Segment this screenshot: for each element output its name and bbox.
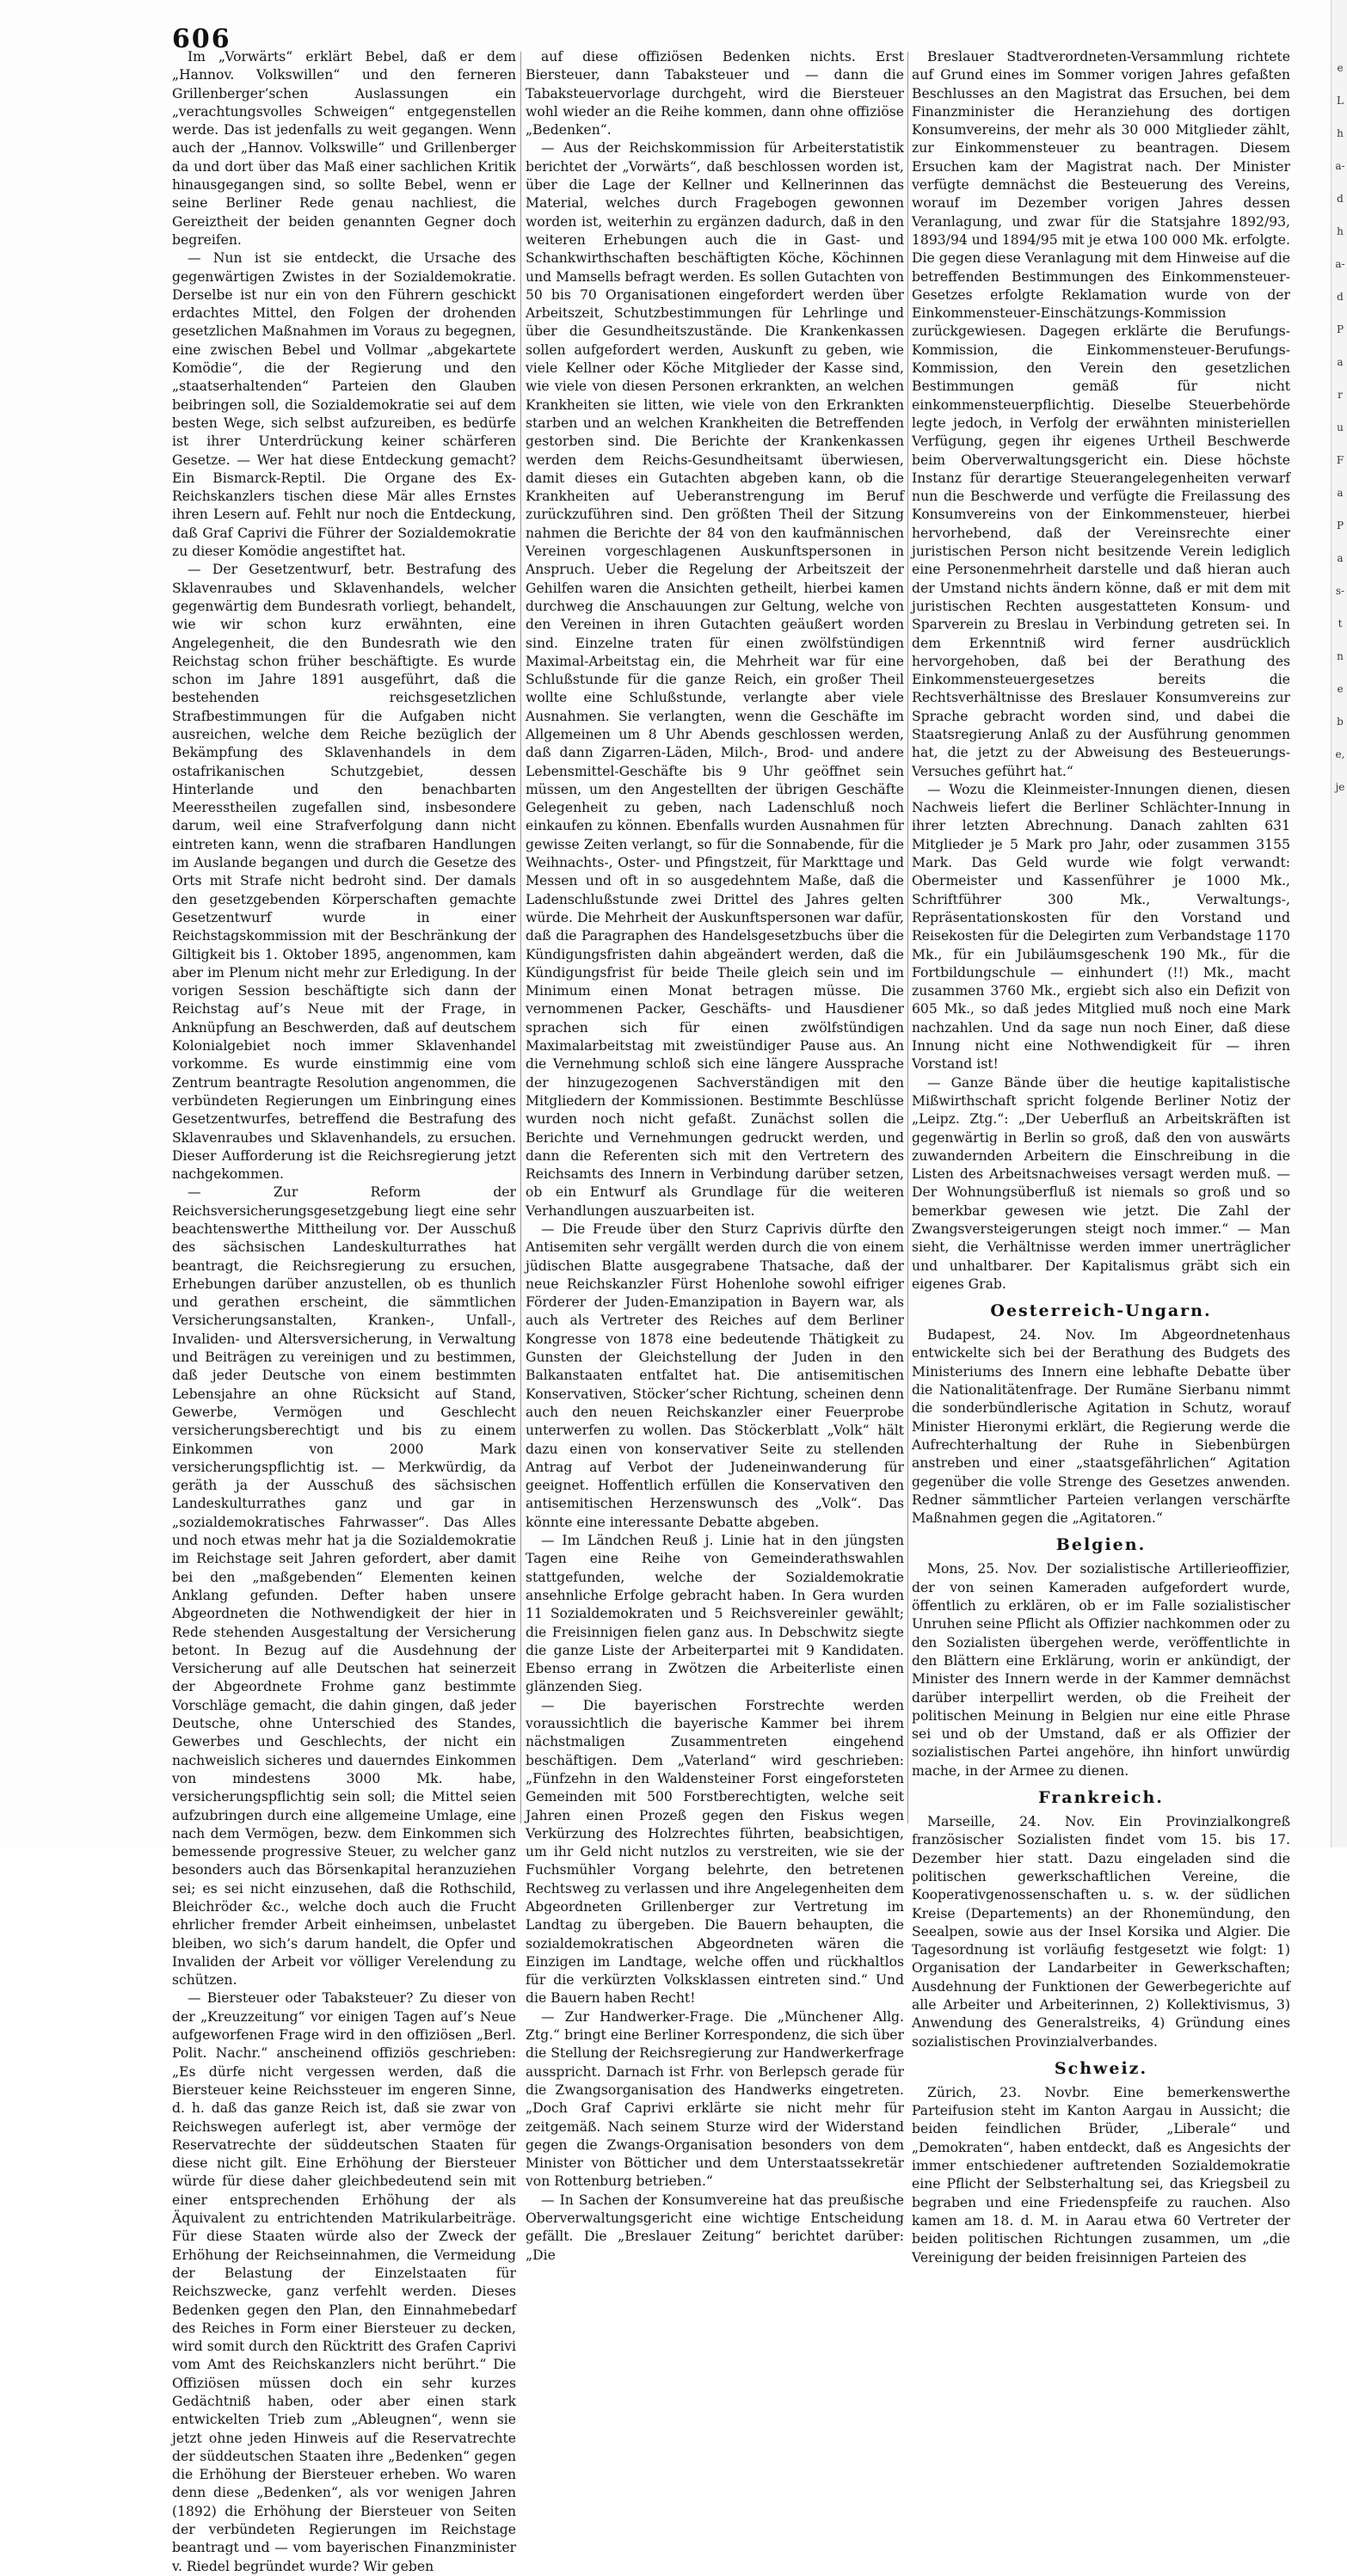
section-heading-france: Frankreich. [1038, 1788, 1164, 1808]
article-paragraph: — Ganze Bände über die heutige kapitalistische Mißwirthschaft spricht folgende Berliner Notiz der „Leipz. Ztg.“: „Der Ueberfluß an Arbeitskräften ist gegenwärtig in Berlin so groß, daß den von auswärts zuwandernden Arbeitern die Einschreibung in die Listen des Arbeitsnachweises versagt werden muß. — Der Wohnungsüberfluß ist niemals so groß und so bemerkbar gewesen wie jetzt. Die Zahl der Zwangsversteigerungen steigt noch immer.“ — Man sieht, die Verhältnisse werden immer unerträglicher und unhaltbarer. Der Kapitalismus gräbt sich ein eigenes Grab. [912, 1074, 1290, 1292]
article-paragraph: — Der Gesetzentwurf, betr. Bestrafung des Sklavenraubes und Sklavenhandels, welcher gegenwärtig dem Bundesrath vorliegt, behandelt, wie wir schon kurz erwähnten, eine Angelegenheit, die den Bundesrath wie den Reichstag schon früher beschäftigte. Es wurde schon im Jahre 1891 ausgeführt, daß die bestehenden reichsgesetzlichen Strafbestimmungen für die Aufgaben nicht ausreichen, welche dem Reiche bezüglich der Bekämpfung des Sklavenhandels in dem ostafrikanischen Schutzgebiet, dessen Hinterlande und den benachbarten Meeresstheilen zugefallen sind, insbesondere darum, weil eine Strafverfolgung dann nicht eintreten kann, wenn die strafbaren Handlungen im Auslande begangen und durch die Gesetze des Orts mit Strafe nicht bedroht sind. Der damals den gesetzgebenden Körperschaften gemachte Gesetzentwurf wurde in einer Reichstagskommission mit der Beschränkung der Giltigkeit bis 1. Oktober 1895, angenommen, kam aber im Plenum nicht mehr zur Erledigung. In der vorigen Session beschäftigte sich dann der Reichstag auf’s Neue mit der Frage, in Anknüpfung an Beschwerden, daß auf deutschem Kolonialgebiet noch immer Sklavenhandel vorkomme. Es wurde einstimmig eine vom Zentrum beantragte Resolution angenommen, die verbündeten Regierungen um Einbringung eines Gesetzentwurfes, betreffend die Bestrafung des Sklavenraubes und Sklavenhandels, zu ersuchen. Dieser Aufforderung ist die Reichsregierung jetzt nachgekommen. [172, 562, 516, 1183]
column-rule [907, 52, 908, 1823]
article-paragraph: — Im Ländchen Reuß j. Linie hat in den jüngsten Tagen eine Reihe von Gemeinderathswahlen stattgefunden, welche der Sozialdemokratie ansehnliche Erfolge gebracht haben. In Gera wurden 11 Sozialdemokraten und 5 Reichsvereinler gewählt; die Freisinnigen fielen ganz aus. In Debschwitz siegte die ganze Liste der Arbeiterpartei mit 9 Kandidaten. Ebenso errang in Zwötzen die Arbeiterliste einen glänzenden Sieg. [526, 1533, 904, 1695]
article-paragraph: — Zur Reform der Reichsversicherungsgesetzgebung liegt eine sehr beachtenswerthe Mittheilung vor. Der Ausschuß des sächsischen Landeskulturrathes hat beantragt, die Reichsregierung zu ersuchen, Erhebungen darüber anzustellen, ob es thunlich und gerathen erscheint, die sämmtlichen Versicherungsanstalten, Kranken-, Unfall-, Invaliden- und Altersversicherung, in Verwaltung und Beiträgen zu vereinigen und zu bestimmen, daß jeder Deutsche von einem bestimmten Lebensjahre an ohne Rücksicht auf Stand, Gewerbe, Vermögen und Geschlecht versicherungsberechtigt und bis zu einem Einkommen von 2000 Mark versicherungspflichtig ist. — Merkwürdig, da geräth ja der Ausschuß des sächsischen Landeskulturrathes ganz und gar in „sozialdemokratisches Fahrwasser“. Das Alles und noch etwas mehr hat ja die Sozialdemokratie im Reichstage seit Jahren gefordert, aber damit bei den „maßgebenden“ Elementen keinen Anklang gefunden. Defter haben unsere Abgeordneten die Nothwendigkeit der hier in Rede stehenden Ausgestaltung der Versicherung betont. In Bezug auf die Ausdehnung der Versicherung auf alle Deutschen hat seinerzeit der Abgeordnete Frohme ganz bestimmte Vorschläge gemacht, die dahin gingen, daß jeder Deutsche, ohne Unterschied des Standes, Gewerbes und Geschlechts, der nicht ein nachweislich sicheres und dauerndes Einkommen von mindestens 3000 Mk. habe, versicherungspflichtig sein soll; die Mittel seien aufzubringen durch eine allgemeine Umlage, eine nach dem Vermögen, bezw. dem Einkommen sich bemessende progressive Steuer, zu welcher ganz besonders auch das Börsenkapital heranzuziehen sei; es sei nicht einzusehen, daß die Rothschild, Bleichröder &c., welche doch auch die Frucht ehrlicher fremder Arbeit einheimsen, unbelastet bleiben, wo sich’s darum handelt, die Opfer und Invaliden der Arbeit vor völliger Verelendung zu schützen. [172, 1184, 516, 1989]
article-paragraph: — In Sachen der Konsumvereine hat das preußische Oberverwaltungsgericht eine wichtige Entscheidung gefällt. Die „Breslauer Zeitung“ berichtet darüber: „Die [526, 2192, 904, 2263]
article-paragraph: Breslauer Stadtverordneten-Versammlung richtete auf Grund eines im Sommer vorigen Jahres gefaßten Beschlusses an den Magistrat das Ersuchen, bei dem Finanzminister die Heranziehung des dortigen Konsumvereins, der mehr als 30 000 Mitglieder zählt, zur Einkommensteuer zu beantragen. Diesem Ersuchen kam der Magistrat nach. Der Minister verfügte demnächst die Besteuerung des Vereins, worauf im Dezember vorigen Jahres dessen Veranlagung, und zwar für die Statsjahre 1892/93, 1893/94 und 1894/95 mit je etwa 100 000 Mk. erfolgte. Die gegen diese Veranlagung mit dem Hinweise auf die betreffenden Bestimmungen des Einkommensteuer-Gesetzes erfolgte Reklamation wurde von der Einkommensteuer-Einschätzungs-Kommission zurückgewiesen. Dagegen erklärte die Berufungs-Kommission, die Einkommensteuer-Berufungs-Kommission, den Verein den gesetzlichen Bestimmungen gemäß für nicht einkommensteuerpflichtig. Dieselbe Steuerbehörde legte jedoch, in Verfolg der erwähnten ministeriellen Verfügung, gegen ihr eigenes Urtheil Beschwerde beim Oberverwaltungsgericht ein. Diese höchste Instanz für derartige Steuerangelegenheiten verwarf nun die Beschwerde und verfügte die Freilassung des Konsumvereins von der Einkommensteuer, hierbei hervorhebend, daß der Vereinsrechte einer juristischen Person nicht besitzende Verein lediglich eine Personenmehrheit darstelle und daß hieran auch der Umstand nichts ändern könne, daß er mit dem mit juristischen Rechten ausgestatteten Konsum- und Sparverein zu Breslau in Verbindung getreten sei. In dem Erkenntniß wird ferner ausdrücklich hervorgehoben, daß bei der Berathung des Einkommensteuergesetzes bereits die Rechtsverhältnisse des Breslauer Konsumvereins zur Sprache gebracht worden sind, und dabei die Staatsregierung Anlaß zu der Ausführung genommen hat, die jetzt zu der Abweisung des Besteuerungs-Versuches geführt hat.“ [912, 49, 1290, 779]
adjacent-page-edge [1331, 0, 1347, 1847]
column-middle [526, 48, 904, 2263]
article-paragraph: Budapest, 24. Nov. Im Abgeordnetenhaus entwickelte sich bei der Berathung des Budgets des Ministeriums des Innern eine lebhafte Debatte über die Nationalitätenfrage. Der Rumäne Sierbanu nimmt die sonderbündlerische Agitation in Schutz, worauf Minister Hieronymi erklärt, die Regierung werde die Aufrechterhaltung der Ruhe in Siebenbürgen anstreben und einer „staatsgefährlichen“ Agitation gegenüber die volle Strenge des Gesetzes anwenden. Redner sämmtlicher Parteien verlangen verschärfte Maßnahmen gegen die „Agitatoren.“ [912, 1327, 1290, 1527]
article-paragraph: — Biersteuer oder Tabaksteuer? Zu dieser von der „Kreuzzeitung“ vor einigen Tagen auf’s Neue aufgeworfenen Frage wird in den offiziösen „Berl. Polit. Nachr.“ anscheinend offiziös geschrieben: „Es dürfe nicht vergessen werden, daß die Biersteuer keine Reichssteuer im engeren Sinne, d. h. daß das ganze Reich ist, daß sie zwar von Reichswegen auferlegt ist, aber vermöge der Reservatrechte der süddeutschen Staaten für diese nicht gilt. Eine Erhöhung der Biersteuer würde für diese daher gleichbedeutend sein mit einer entsprechenden Erhöhung der als Äquivalent zu entrichtenden Matrikularbeiträge. Für diese Staaten würde also der Zweck der Erhöhung der Reichseinnahmen, die Vermeidung der Belastung der Einzelstaaten für Reichszwecke, ganz verfehlt werden. Dieses Bedenken gegen den Plan, den Einnahmebedarf des Reiches in Form einer Biersteuer zu decken, wird somit durch den Rücktritt des Grafen Caprivi vom Amt des Reichskanzlers nicht berührt.“ Die Offiziösen müssen doch ein sehr kurzes Gedächtniß haben, oder aber einen stark entwickelten Trieb zum „Ableugnen“, wenn sie jetzt ohne jeden Hinweis auf die Reservatrechte der süddeutschen Staaten ihre „Bedenken“ gegen die Erhöhung der Biersteuer erheben. Wo waren denn diese „Bedenken“, als vor wenigen Jahren (1892) die Erhöhung der Biersteuer von Seiten der verbündeten Regierungen im Reichstage beantragt und — vom bayerischen Finanzminister v. Riedel begründet wurde? Wir geben [172, 1990, 516, 2574]
column-right [912, 48, 1290, 2266]
article-paragraph: — Nun ist sie entdeckt, die Ursache des gegenwärtigen Zwistes in der Sozialdemokratie. Derselbe ist nur ein von den Führern geschickt erdachtes Mittel, den Folgen der drohenden gesetzlichen Maßnahmen im Voraus zu begegnen, eine zwischen Bebel und Vollmar „abgekartete Komödie“, die der Regierung und den „staatserhaltenden“ Parteien den Glauben beibringen soll, die Sozialdemokratie sei auf dem besten Wege, sich selbst aufzureiben, es bedürfe ist ihrer Unterdrückung keiner schärferen Gesetze. — Wer hat diese Entdeckung gemacht? Ein Bismarck-Reptil. Die Organe des Ex-Reichskanzlers tischen diese Mär alles Ernstes ihren Lesern auf. Fehlt nur noch die Entdeckung, daß Graf Caprivi die Führer der Sozialdemokratie zu dieser Komödie angestiftet hat. [172, 250, 516, 560]
article-paragraph: — Die bayerischen Forstrechte werden voraussichtlich die bayerische Kammer bei ihrem nächstmaligen Zusammentreten eingehend beschäftigen. Dem „Vaterland“ wird geschrieben: „Fünfzehn in den Waldensteiner Forst eingeforsteten Gemeinden mit 500 Forstberechtigten, welche seit Jahren einen Prozeß gegen den Fiskus wegen Verkürzung des Holzrechtes führten, beabsichtigen, um ihr Geld nicht nutzlos zu verstreiten, wie sie der Fuchsmühler Vorgang belehrte, den betretenen Rechtsweg zu verlassen und ihre Angelegenheiten dem Abgeordneten Grillenberger zur Vertretung im Landtag zu übergeben. Die Bauern behaupten, die sozialdemokratischen Abgeordneten wären die Einzigen im Landtage, welche offen und rückhaltlos für die verkürzten Volksklassen eintreten sind.“ Und die Bauern haben Recht! [526, 1697, 904, 2007]
article-paragraph: Marseille, 24. Nov. Ein Provinzialkongreß französischer Sozialisten findet vom 15. bis 17. Dezember hier statt. Dazu eingeladen sind die politischen gewerkschaftlichen Vereine, die Kooperativgenossenschaften u. s. w. der südlichen Kreise (Departements) an der Rhonemündung, den Seealpen, sowie aus der Insel Korsika und Algier. Die Tagesordnung ist vorläufig festgesetzt wie folgt: 1) Organisation der Landarbeiter in Gewerkschaften; Ausdehnung der Funktionen der Gewerbegerichte auf alle Arbeiter und Arbeiterinnen, 2) Kollektivismus, 3) Anwendung des Generalstreiks, 4) Gründung eines sozialistischen Provinzialverbandes. [912, 1814, 1290, 2050]
article-paragraph: — Wozu die Kleinmeister-Innungen dienen, diesen Nachweis liefert die Berliner Schlächter-Innung in ihrer letzten Abrechnung. Danach zahlten 631 Mitglieder je 5 Mark pro Jahr, oder zusammen 3155 Mark. Das Geld wurde wie folgt verwandt: Obermeister und Kassenführer je 1000 Mk., Schriftführer 300 Mk., Verwaltungs-, Repräsentationskosten für den Vorstand und Reisekosten für die Delegirten zum Verbandstage 1170 Mk., für ein Jubiläumsgeschenk 190 Mk., für die Fortbildungschule — einhundert (!!) Mk., macht zusammen 3760 Mk., ergiebt sich also ein Defizit von 605 Mk., so daß jedes Mitglied muß noch eine Mark nachzahlen. Und da sage nun noch Einer, daß diese Innung nicht eine Nothwendigkeit für — ihren Vorstand ist! [912, 781, 1290, 1073]
column-rule [520, 52, 521, 1823]
article-paragraph: — Zur Handwerker-Frage. Die „Münchener Allg. Ztg.“ bringt eine Berliner Korrespondenz, die sich über die Stellung der Reichsregierung zur Handwerkerfrage ausspricht. Darnach ist Frhr. von Berlepsch gerade für die Zwangsorganisation des Handwerks eingetreten. „Doch Graf Caprivi erklärte sie nicht mehr für zeitgemäß. Nach seinem Sturze wird der Widerstand gegen die Zwangs-Organisation besonders von dem Minister von Bötticher und dem Unterstaatssekretär von Rottenburg betrieben.“ [526, 2008, 904, 2190]
column-left [172, 48, 516, 2574]
article-paragraph: Mons, 25. Nov. Der sozialistische Artillerieoffizier, der von seinen Kameraden aufgefordert wurde, öffentlich zu erklären, ob er im Falle sozialistischer Unruhen seine Pflicht als Offizier nachkommen oder zu den Sozialisten übergehen werde, veröffentlichte in den Blättern eine Erklärung, worin er ankündigt, der Minister des Innern werde in der Kammer demnächst darüber interpellirt werden, ob die Freiheit der politischen Meinung in Belgien nur eine eitle Phrase sei und ob der Umstand, daß er als Offizier der sozialistischen Partei angehöre, ihn hinfort unwürdig mache, in der Armee zu dienen. [912, 1561, 1290, 1779]
article-paragraph: auf diese offiziösen Bedenken nichts. Erst Biersteuer, dann Tabaksteuer und — dann die Tabaksteuervorlage durchgeht, wird die Biersteuer wohl wieder an die Reihe kommen, dann ohne offiziöse „Bedenken“. [526, 49, 904, 138]
article-paragraph: Im „Vorwärts“ erklärt Bebel, daß er dem „Hannov. Volkswillen“ und den ferneren Grillenberger’schen Auslassungen ein „verachtungsvolles Schweigen“ entgegenstellen werde. Das ist jedenfalls zu weit gegangen. Wenn auch der „Hannov. Volkswille“ und Grillenberger da und dort über das Maß einer sachlichen Kritik hinausgegangen sind, so sollte Bebel, wenn er seine Berliner Rede genau nachliest, die Gereiztheit der beiden genannten Gegner doch begreifen. [172, 49, 516, 248]
article-paragraph: Zürich, 23. Novbr. Eine bemerkenswerthe Parteifusion steht im Kanton Aargau in Aussicht; die beiden feindlichen Brüder, „Liberale“ und „Demokraten“, haben entdeckt, daß es Angesichts der immer entschiedener auftretenden Sozialdemokratie eine Pflicht der Selbsterhaltung sei, das Kriegsbeil zu begraben und eine Friedenspfeife zu rauchen. Also kamen am 18. d. M. in Aarau etwa 60 Vertreter der beiden politischen Richtungen zusammen, um „die Vereinigung der beiden freisinnigen Parteien des [912, 2084, 1290, 2266]
article-paragraph: — Die Freude über den Sturz Caprivis dürfte den Antisemiten sehr vergällt werden durch die von einem jüdischen Blatte ausgegrabene Thatsache, daß der neue Reichskanzler Fürst Hohenlohe sowohl eifriger Förderer der Juden-Emanzipation in Bayern war, als auch als Vertreter des Reiches auf dem Berliner Kongresse von 1878 eine bedeutende Thätigkeit zu Gunsten der Gleichstellung der Juden in den Balkanstaaten entfaltet hat. Die antisemitischen Konservativen, Stöcker’scher Richtung, scheinen denn auch den neuen Reichskanzler einer Feuerprobe unterwerfen zu wollen. Das Stöckerblatt „Volk“ hält dazu einen von konservativer Seite zu stellenden Antrag auf Verbot der Judeneinwanderung für geeignet. Hoffentlich erfüllen die Konservativen den antisemitischen Herzenswunsch des „Volk“. Das könnte eine interessante Debatte abgeben. [526, 1221, 904, 1530]
page-number: 606 [172, 24, 231, 54]
section-heading-belgium: Belgien. [1055, 1535, 1147, 1555]
section-heading-switzerland: Schweiz. [1054, 2058, 1148, 2078]
article-paragraph: — Aus der Reichskommission für Arbeiterstatistik berichtet der „Vorwärts“, daß beschlossen worden ist, über die Lage der Kellner und Kellnerinnen das Material, welches durch Fragebogen gewonnen worden ist, weiterhin zu ergänzen dadurch, daß in den weiteren Erhebungen auch die in Gast- und Schankwirthschaften beschäftigten Köche, Köchinnen und Mamsells befragt werden. Es sollen Gutachten von 50 bis 70 Organisationen eingefordert werden über Arbeitszeit, Schutzbestimmungen für Lehrlinge und über die Gesundheitszustände. Die Krankenkassen sollen aufgefordert werden, Auskunft zu geben, wie viele Kellner oder Köche Mitglieder der Kasse sind, wie viele von diesen Personen erkrankten, an welchen Krankheiten sie litten, wie viele von den Erkrankten starben und an welchen Krankheiten die Betreffenden gestorben sind. Die Berichte der Krankenkassen werden dem Reichs-Gesundheitsamt überwiesen, damit dieses ein Gutachten abgeben kann, ob die Krankheiten auf Ueberanstrengung im Beruf zurückzuführen sind. Den größten Theil der Sitzung nahmen die Berichte der 84 von den kaufmännischen Vereinen vorgeschlagenen Auskunftspersonen in Anspruch. Ueber die Regelung der Arbeitszeit der Gehilfen waren die Ansichten getheilt, hierbei kamen durchweg die Anschauungen zur Geltung, welche von den Vereinen in ihren Gutachten geäußert worden sind. Einzelne traten für einen zwölfstündigen Maximal-Arbeitstag ein, die Mehrheit war für eine Schlußstunde für die ganze Reich, ein großer Theil wollte eine Schlußstunde, verlangte aber viele Ausnahmen. Sie verlangten, wenn die Geschäfte im Allgemeinen um 8 Uhr Abends geschlossen werden, daß dann Zigarren-Läden, Milch-, Brod- und andere Lebensmittel-Geschäfte bis 9 Uhr geöffnet sein müssen, um den Angestellten der übrigen Geschäfte Gelegenheit zu geben, nach Ladenschluß noch einkaufen zu können. Ebenfalls wurden Ausnahmen für gewisse Zeiten verlangt, so für die Sonnabende, für die Weihnachts-, Oster- und Pfingstzeit, für Markttage und Messen und oft in so ausgedehntem Maße, daß die Ladenschlußstunde zwei Drittel des Jahres gelten würde. Die Mehrheit der Auskunftspersonen war dafür, daß die Paragraphen des Handelsgesetzbuchs über die Kündigungsfristen dahin abgeändert werden, daß die Kündigungsfrist für beide Theile gleich sein und im Minimum einen Monat betragen müsse. Die vernommenen Packer, Geschäfts- und Hausdiener sprachen sich für einen zwölfstündigen Maximalarbeitstag mit zweistündiger Pause aus. An die Vernehmung schloß sich eine längere Aussprache der hinzugezogenen Sachverständigen mit den Mitgliedern der Kommissionen. Bestimmte Beschlüsse wurden noch nicht gefaßt. Zunächst sollen die Berichte und Vernehmungen gedruckt werden, und dann die Referenten sich mit den Vertretern des Reichsamts des Innern in Verbindung darüber setzen, ob ein Entwurf als Grundlage für die weiteren Verhandlungen auszuarbeiten ist. [526, 140, 904, 1219]
adjacent-page-text: eL ha-d ha-d Pa ru Fa Pa s-t ne be, je [1335, 62, 1345, 793]
section-heading-austria-hungary: Oesterreich-Ungarn. [990, 1301, 1212, 1321]
